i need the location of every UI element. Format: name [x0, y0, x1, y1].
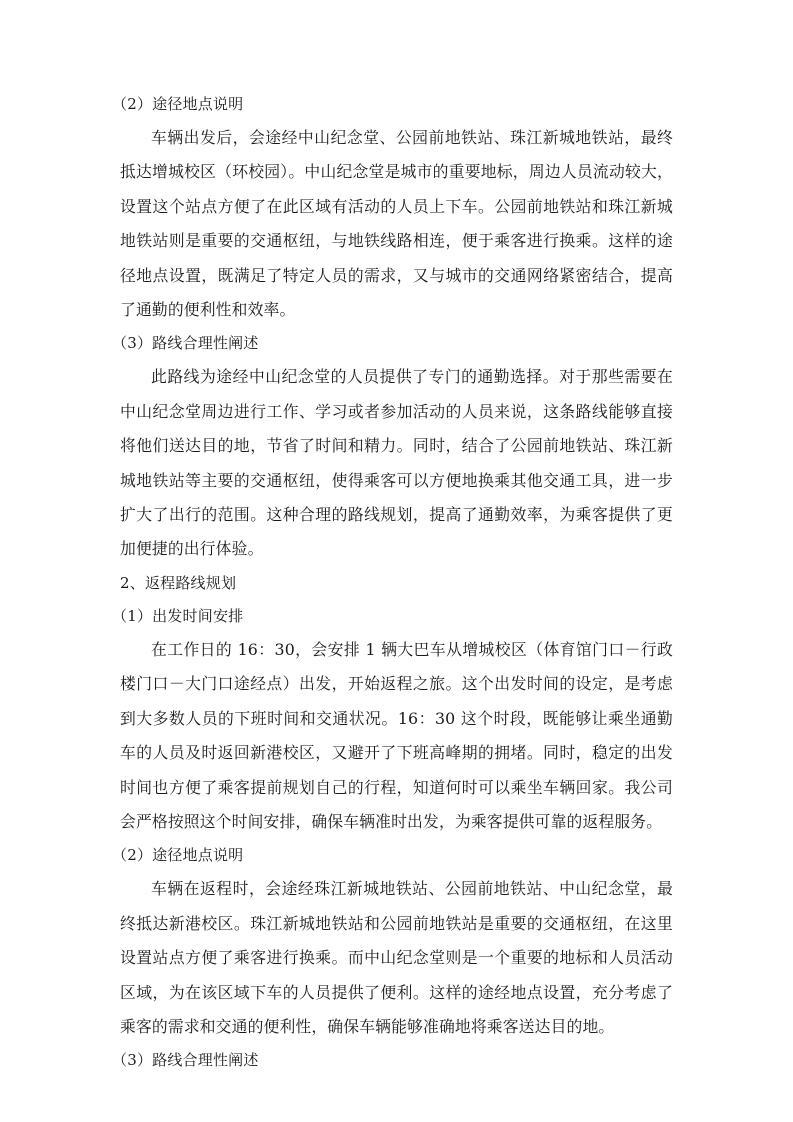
- paragraph-outbound-rationale: 此路线为途经中山纪念堂的人员提供了专门的通勤选择。对于那些需要在中山纪念堂周边进行工作、学习或者参加活动的人员来说，这条路线能够直接将他们送达目的地，节省了时间和精力。同时，结合了公园前地铁站、珠江新城地铁站等主要的交通枢纽，使得乘客可以方便地换乘其他交通工具，进一步扩大了出行的范围。这种合理的路线规划，提高了通勤效率，为乘客提供了更加便捷的出行体验。: [120, 367, 673, 559]
- section-heading-return-stops: （2）途径地点说明: [112, 846, 244, 865]
- section-heading-departure-time: （1）出发时间安排: [112, 606, 244, 625]
- paragraph-return-stops: 车辆在返程时，会途经珠江新城地铁站、公园前地铁站、中山纪念堂，最终抵达新港校区。珠江新城地铁站和公园前地铁站是重要的交通枢纽，在这里设置站点方便了乘客进行换乘。而中山纪念堂则是一个重要的地标和人员活动区域，为在该区域下车的人员提供了便利。这样的途经地点设置，充分考虑了乘客的需求和交通的便利性，确保车辆能够准确地将乘客送达目的地。: [120, 879, 673, 1036]
- section-heading-route-stops: （2）途径地点说明: [112, 95, 244, 113]
- section-heading-return-rationale: （3）路线合理性阐述: [112, 1051, 259, 1070]
- section-heading-route-rationale: （3）路线合理性阐述: [112, 334, 259, 353]
- paragraph-outbound-stops: 车辆出发后，会途经中山纪念堂、公园前地铁站、珠江新城地铁站，最终抵达增城校区（环校园）。中山纪念堂是城市的重要地标，周边人员流动较大，设置这个站点方便了在此区域有活动的人员上下车。公园前地铁站和珠江新城地铁站则是重要的交通枢纽，与地铁线路相连，便于乘客进行换乘。这样的途径地点设置，既满足了特定人员的需求，又与城市的交通网络紧密结合，提高了通勤的便利性和效率。: [120, 128, 673, 320]
- paragraph-return-departure: 在工作日的 16：30，会安排 1 辆大巴车从增城校区（体育馆门口－行政楼门口－大门口途经点）出发，开始返程之旅。这个出发时间的设定，是考虑到大多数人员的下班时间和交通状况。16：30 这个时段，既能够让乘坐通勤车的人员及时返回新港校区，又避开了下班高峰期的拥堵。同时，稳定的出发时间也方便了乘客提前规划自己的行程，知道何时可以乘坐车辆回家。我公司会严格按照这个时间安排，确保车辆准时出发，为乘客提供可靠的返程服务。: [120, 639, 673, 831]
- section-heading-return-route: 2、返程路线规划: [120, 573, 237, 592]
